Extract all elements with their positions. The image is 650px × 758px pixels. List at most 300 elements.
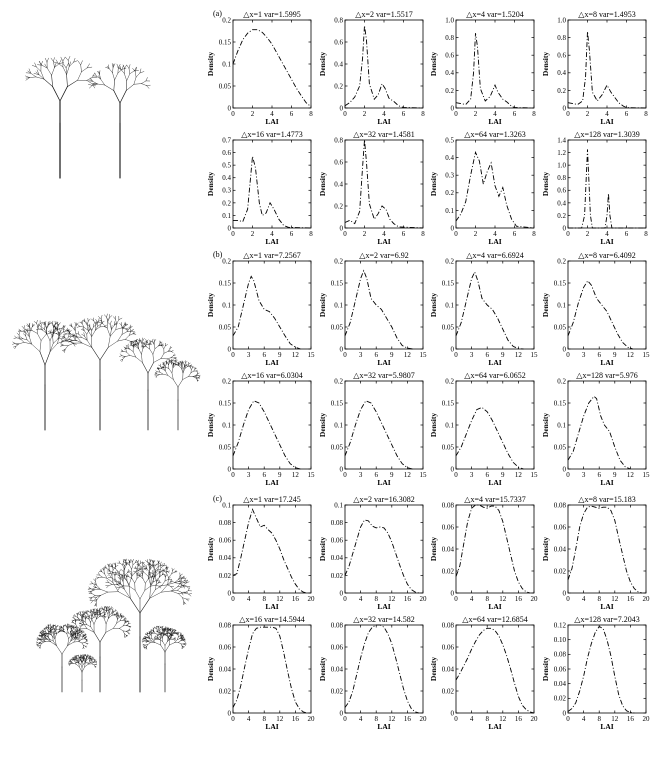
tree-branch (154, 565, 155, 568)
tree-branch (51, 322, 53, 324)
tree-branch (24, 326, 25, 329)
tree-branch (75, 322, 76, 326)
y-tick-label: 0.1 (334, 501, 343, 510)
tree-branch (34, 321, 37, 323)
x-axis-label: LAI (488, 237, 502, 246)
tree-branch (38, 644, 40, 645)
tree-branch (113, 73, 115, 80)
density-curve (345, 401, 413, 469)
plot-frame (568, 505, 646, 593)
tree-branch (118, 588, 120, 591)
y-tick-label: 0.6 (222, 148, 231, 157)
chart-title: △x=8 var=15.183 (578, 495, 636, 504)
tree-branch (135, 590, 140, 599)
tree-branch (37, 320, 38, 323)
tree-branch (158, 567, 159, 570)
tree-branch (64, 333, 67, 334)
tree-branch (69, 633, 71, 634)
x-tick-label: 15 (419, 471, 427, 479)
y-tick-label: 0 (562, 224, 566, 233)
x-tick-label: 9 (501, 471, 505, 479)
density-chart (429, 371, 538, 487)
plot-frame (345, 140, 423, 228)
tree-branch (37, 642, 38, 643)
x-tick-label: 0 (566, 110, 570, 118)
tree-branch (49, 625, 50, 626)
y-tick-label: 0.12 (553, 621, 566, 630)
x-tick-label: 4 (493, 110, 497, 118)
tree-branch (161, 353, 164, 358)
y-axis-label: Density (429, 51, 438, 77)
tree-branch (133, 563, 135, 565)
tree-drawing (155, 359, 201, 430)
y-tick-label: 0.08 (553, 650, 566, 659)
x-tick-label: 4 (493, 230, 497, 238)
chart-title: △x=1 var=7.2567 (243, 251, 301, 260)
tree-branch (126, 345, 128, 346)
tree-branch (74, 642, 79, 643)
x-tick-label: 0 (231, 351, 235, 359)
tree-branch (172, 364, 173, 368)
y-tick-label: 0.05 (330, 443, 343, 452)
x-tick-label: 12 (514, 471, 522, 479)
tree-branch (79, 663, 81, 664)
plot-frame (456, 505, 534, 593)
tree-branch (140, 590, 145, 599)
x-tick-label: 20 (530, 595, 538, 603)
y-tick-label: 0 (450, 104, 454, 113)
x-tick-label: 12 (276, 595, 284, 603)
tree-branch (23, 339, 27, 340)
y-tick-label: 0 (227, 224, 231, 233)
tree-branch (101, 315, 102, 319)
x-tick-label: 8 (485, 595, 489, 603)
tree-branch (107, 314, 108, 317)
tree-branch (182, 369, 184, 373)
tree-branch (125, 355, 130, 356)
chart-title: △x=128 var=5.976 (576, 371, 638, 380)
tree-branch (88, 84, 92, 85)
x-axis-label: LAI (265, 602, 279, 611)
tree-branch (162, 346, 164, 349)
tree-branch (186, 599, 188, 601)
tree-branch (145, 586, 151, 590)
tree-branch (72, 620, 74, 621)
x-tick-label: 8 (309, 110, 313, 118)
tree-branch (123, 568, 124, 571)
x-tick-label: 2 (362, 110, 367, 118)
x-tick-label: 16 (626, 715, 634, 723)
plot-frame (456, 381, 534, 469)
tree-branch (143, 572, 148, 576)
x-axis-label: LAI (377, 602, 391, 611)
tree-branch (47, 68, 51, 75)
tree-branch (78, 325, 80, 327)
tree-branch (124, 636, 125, 638)
tree-branch (92, 330, 96, 336)
tree-branch (63, 328, 64, 332)
plot-frame (233, 261, 311, 349)
tree-branch (65, 346, 68, 350)
tree-branch (130, 349, 134, 352)
tree-branch (172, 631, 173, 632)
tree-branch (145, 579, 148, 583)
tree-branch (100, 71, 101, 75)
y-axis-label: Density (206, 656, 215, 682)
tree-branch (93, 73, 95, 77)
tree-branch (60, 87, 67, 101)
tree-branch (96, 615, 97, 619)
tree-branch (156, 583, 159, 585)
tree-branch (125, 573, 128, 576)
y-tick-label: 0 (450, 709, 454, 718)
tree-branch (185, 363, 186, 366)
density-curve (568, 506, 642, 593)
y-tick-label: 0.15 (330, 279, 343, 288)
tree-branch (124, 560, 125, 562)
tree-branch (119, 570, 120, 573)
y-tick-label: 0.05 (218, 82, 231, 91)
x-axis-label: LAI (488, 478, 502, 487)
tree-branch (21, 337, 23, 339)
tree-branch (175, 583, 180, 584)
y-tick-label: 0.08 (330, 519, 343, 527)
x-tick-label: 6 (485, 351, 489, 359)
y-tick-label: 0.04 (553, 545, 566, 554)
y-tick-label: 0.8 (557, 34, 566, 42)
tree-branch (134, 77, 136, 84)
x-tick-label: 4 (246, 595, 251, 603)
tree-branch (19, 332, 20, 335)
tree-branch (84, 615, 86, 616)
tree-branch (23, 334, 25, 336)
y-tick-label: 0 (339, 465, 343, 474)
tree-branch (22, 326, 24, 328)
tree-branch (162, 585, 168, 586)
tree-branch (159, 563, 161, 565)
tree-branch (96, 319, 98, 322)
tree-branch (104, 608, 105, 611)
y-tick-label: 0.5 (445, 136, 454, 145)
density-chart (206, 495, 315, 611)
tree-branch (63, 57, 65, 61)
tree-branch (110, 611, 111, 613)
tree-branch (119, 356, 122, 357)
density-chart (429, 495, 538, 611)
x-tick-label: 9 (390, 471, 394, 479)
tree-branch (180, 574, 182, 576)
tree-branch (100, 323, 102, 327)
chart-title: △x=16 var=6.0304 (241, 371, 303, 380)
density-chart (206, 615, 315, 731)
tree-branch (37, 333, 41, 340)
tree-branch (50, 343, 57, 351)
tree-branch (169, 369, 172, 373)
y-axis-label: Density (206, 536, 215, 562)
tree-branch (158, 629, 159, 631)
tree-branch (81, 664, 82, 667)
x-tick-label: 3 (358, 351, 363, 359)
y-tick-label: 0.2 (557, 377, 566, 386)
tree-branch (112, 575, 113, 582)
tree-branch (72, 629, 73, 631)
tree-drawing (68, 654, 97, 692)
y-axis-label: Density (541, 412, 550, 438)
tree-branch (91, 319, 93, 321)
tree-branch (124, 563, 126, 565)
tree-branch (67, 630, 68, 634)
tree-branch (167, 359, 171, 361)
plot-frame (568, 261, 646, 349)
density-chart (318, 615, 427, 731)
chart-title: △x=16 var=14.5944 (239, 615, 305, 624)
tree-branch (66, 63, 68, 68)
density-curve (568, 281, 633, 349)
tree-branch (150, 639, 152, 641)
x-tick-label: 8 (644, 230, 648, 238)
density-curve (568, 31, 646, 108)
plot-frame (345, 381, 423, 469)
tree-branch (115, 580, 118, 585)
tree-branch (165, 364, 166, 367)
y-tick-label: 0.2 (334, 82, 343, 91)
tree-branch (112, 563, 113, 566)
x-tick-label: 8 (597, 715, 601, 723)
tree-branch (116, 328, 122, 330)
tree-branch (131, 331, 134, 332)
x-tick-label: 6 (262, 351, 266, 359)
chart-title: △x=2 var=16.3082 (353, 495, 415, 504)
x-tick-label: 12 (611, 715, 619, 723)
density-chart (206, 251, 315, 367)
tree-branch (81, 65, 82, 72)
tree-branch (115, 613, 117, 614)
tree-branch (147, 340, 149, 342)
y-tick-label: 0 (562, 709, 566, 718)
tree-branch (63, 627, 64, 629)
y-tick-label: 1.2 (557, 148, 566, 157)
plot-frame (456, 261, 534, 349)
tree-branch (110, 325, 111, 330)
tree-branch (99, 575, 102, 577)
tree-branch (142, 564, 143, 567)
y-axis-label: Density (318, 51, 327, 77)
x-tick-label: 8 (597, 595, 601, 603)
tree-branch (89, 615, 90, 617)
tree-branch (47, 334, 50, 341)
tree-branch (87, 659, 89, 660)
x-tick-label: 2 (473, 230, 478, 238)
y-tick-label: 0.15 (553, 279, 566, 288)
tree-branch (100, 608, 101, 610)
tree-branch (160, 630, 161, 631)
tree-drawing (142, 626, 186, 692)
tree-branch (124, 589, 130, 598)
tree-branch (153, 354, 154, 362)
tree-branch (77, 638, 79, 639)
tree-branch (67, 75, 68, 87)
tree-branch (167, 571, 169, 573)
density-chart (206, 10, 313, 126)
tree-branch (77, 326, 80, 327)
tree-branch (149, 345, 150, 349)
tree-branch (196, 370, 197, 371)
x-tick-label: 6 (401, 230, 406, 238)
panel-label: (a) (213, 9, 222, 18)
y-tick-label: 0.05 (553, 323, 566, 332)
y-axis-label: Density (318, 656, 327, 682)
y-tick-label: 0.05 (553, 443, 566, 452)
x-tick-label: 6 (512, 230, 517, 238)
tree-branch (156, 372, 158, 373)
tree-branch (154, 628, 155, 629)
density-curve (568, 149, 646, 228)
tree-branch (106, 611, 108, 614)
plot-frame (345, 261, 423, 349)
tree-branch (178, 594, 182, 598)
tree-branch (104, 618, 106, 624)
x-tick-label: 2 (250, 230, 255, 238)
y-tick-label: 0.2 (557, 211, 566, 220)
tree-branch (77, 630, 78, 632)
density-chart (541, 130, 648, 246)
tree-branch (175, 640, 178, 643)
tree-branch (135, 578, 137, 583)
tree-branch (122, 574, 123, 577)
x-tick-label: 8 (421, 230, 425, 238)
tree-branch (179, 632, 180, 633)
tree-branch (15, 336, 17, 338)
y-tick-label: 0.7 (222, 136, 231, 145)
y-tick-label: 0.1 (557, 421, 566, 430)
y-tick-label: 0 (339, 709, 343, 718)
y-tick-label: 0.1 (222, 211, 231, 220)
y-tick-label: 0 (339, 345, 343, 354)
x-tick-label: 3 (469, 351, 474, 359)
y-tick-label: 0.15 (441, 399, 454, 408)
y-tick-label: 0.02 (330, 571, 343, 580)
y-tick-label: 0.15 (330, 399, 343, 408)
y-tick-label: 0 (339, 224, 343, 233)
tree-branch (130, 565, 132, 569)
tree-branch (85, 643, 87, 644)
x-tick-label: 0 (231, 715, 235, 723)
y-tick-label: 0.10 (553, 636, 566, 645)
density-curve (233, 627, 307, 713)
chart-title: △x=1 var=17.245 (243, 495, 301, 504)
tree-branch (52, 67, 55, 75)
tree-branch (75, 326, 76, 331)
y-tick-label: 0.06 (553, 665, 566, 674)
tree-branch (82, 324, 84, 328)
tree-branch (91, 581, 93, 583)
y-tick-label: 0.15 (441, 279, 454, 288)
y-tick-label: 0.8 (334, 16, 343, 25)
y-tick-label: 0.8 (334, 136, 343, 145)
tree-branch (155, 339, 156, 341)
tree-branch (143, 644, 144, 645)
tree-branch (174, 629, 175, 630)
tree-branch (177, 590, 181, 592)
chart-title: △x=2 var=1.5517 (355, 10, 413, 19)
tree-branch (85, 622, 87, 625)
y-tick-label: 0.2 (222, 257, 231, 266)
tree-branch (187, 587, 189, 589)
tree-branch (53, 58, 54, 62)
chart-title: △x=64 var=1.3263 (464, 130, 526, 139)
y-tick-label: 0.4 (445, 69, 454, 78)
tree-branch (110, 613, 112, 615)
x-tick-label: 4 (270, 110, 274, 118)
tree-branch (130, 573, 132, 575)
tree-branch (99, 577, 103, 578)
tree-branch (60, 329, 62, 332)
y-tick-label: 0.05 (330, 323, 343, 332)
tree-branch (42, 641, 45, 643)
x-tick-label: 8 (421, 110, 425, 118)
tree-branch (87, 325, 88, 330)
density-curve (233, 30, 311, 107)
tree-branch (71, 659, 72, 660)
tree-branch (105, 85, 114, 91)
x-axis-label: LAI (377, 237, 391, 246)
density-curve (233, 156, 311, 228)
tree-branch (140, 72, 144, 74)
tree-branch (161, 591, 171, 592)
y-tick-label: 0.08 (441, 501, 454, 510)
tree-branch (87, 64, 90, 68)
x-axis-label: LAI (488, 602, 502, 611)
y-tick-label: 0.2 (445, 257, 454, 266)
tree-branch (80, 626, 81, 628)
x-tick-label: 8 (374, 595, 378, 603)
x-tick-label: 9 (501, 351, 505, 359)
tree-branch (119, 318, 122, 320)
x-tick-label: 0 (454, 595, 458, 603)
tree-branch (158, 565, 161, 566)
x-tick-label: 12 (403, 351, 411, 359)
tree-branch (117, 320, 119, 324)
tree-branch (29, 331, 30, 337)
tree-branch (189, 373, 191, 377)
y-tick-label: 0.02 (218, 687, 231, 696)
x-tick-label: 6 (485, 471, 489, 479)
y-tick-label: 0 (227, 345, 231, 354)
density-chart (318, 495, 427, 611)
y-tick-label: 0.04 (330, 665, 343, 674)
tree-branch (87, 321, 88, 325)
tree-branch (129, 68, 130, 74)
tree-branch (112, 63, 113, 67)
x-tick-label: 4 (605, 230, 609, 238)
plot-frame (345, 625, 423, 713)
y-tick-label: 0.2 (222, 16, 231, 25)
y-tick-label: 0.05 (218, 443, 231, 452)
tree-branch (106, 628, 114, 632)
tree-branch (15, 343, 19, 344)
tree-branch (82, 68, 88, 72)
tree-branch (107, 317, 108, 321)
tree-branch (137, 560, 138, 562)
density-chart (318, 10, 425, 126)
x-tick-label: 3 (246, 471, 251, 479)
x-tick-label: 6 (289, 110, 294, 118)
y-axis-label: Density (429, 412, 438, 438)
y-tick-label: 0.8 (445, 34, 454, 42)
x-tick-label: 4 (382, 110, 386, 118)
tree-branch (100, 589, 107, 592)
tree-branch (180, 576, 181, 579)
